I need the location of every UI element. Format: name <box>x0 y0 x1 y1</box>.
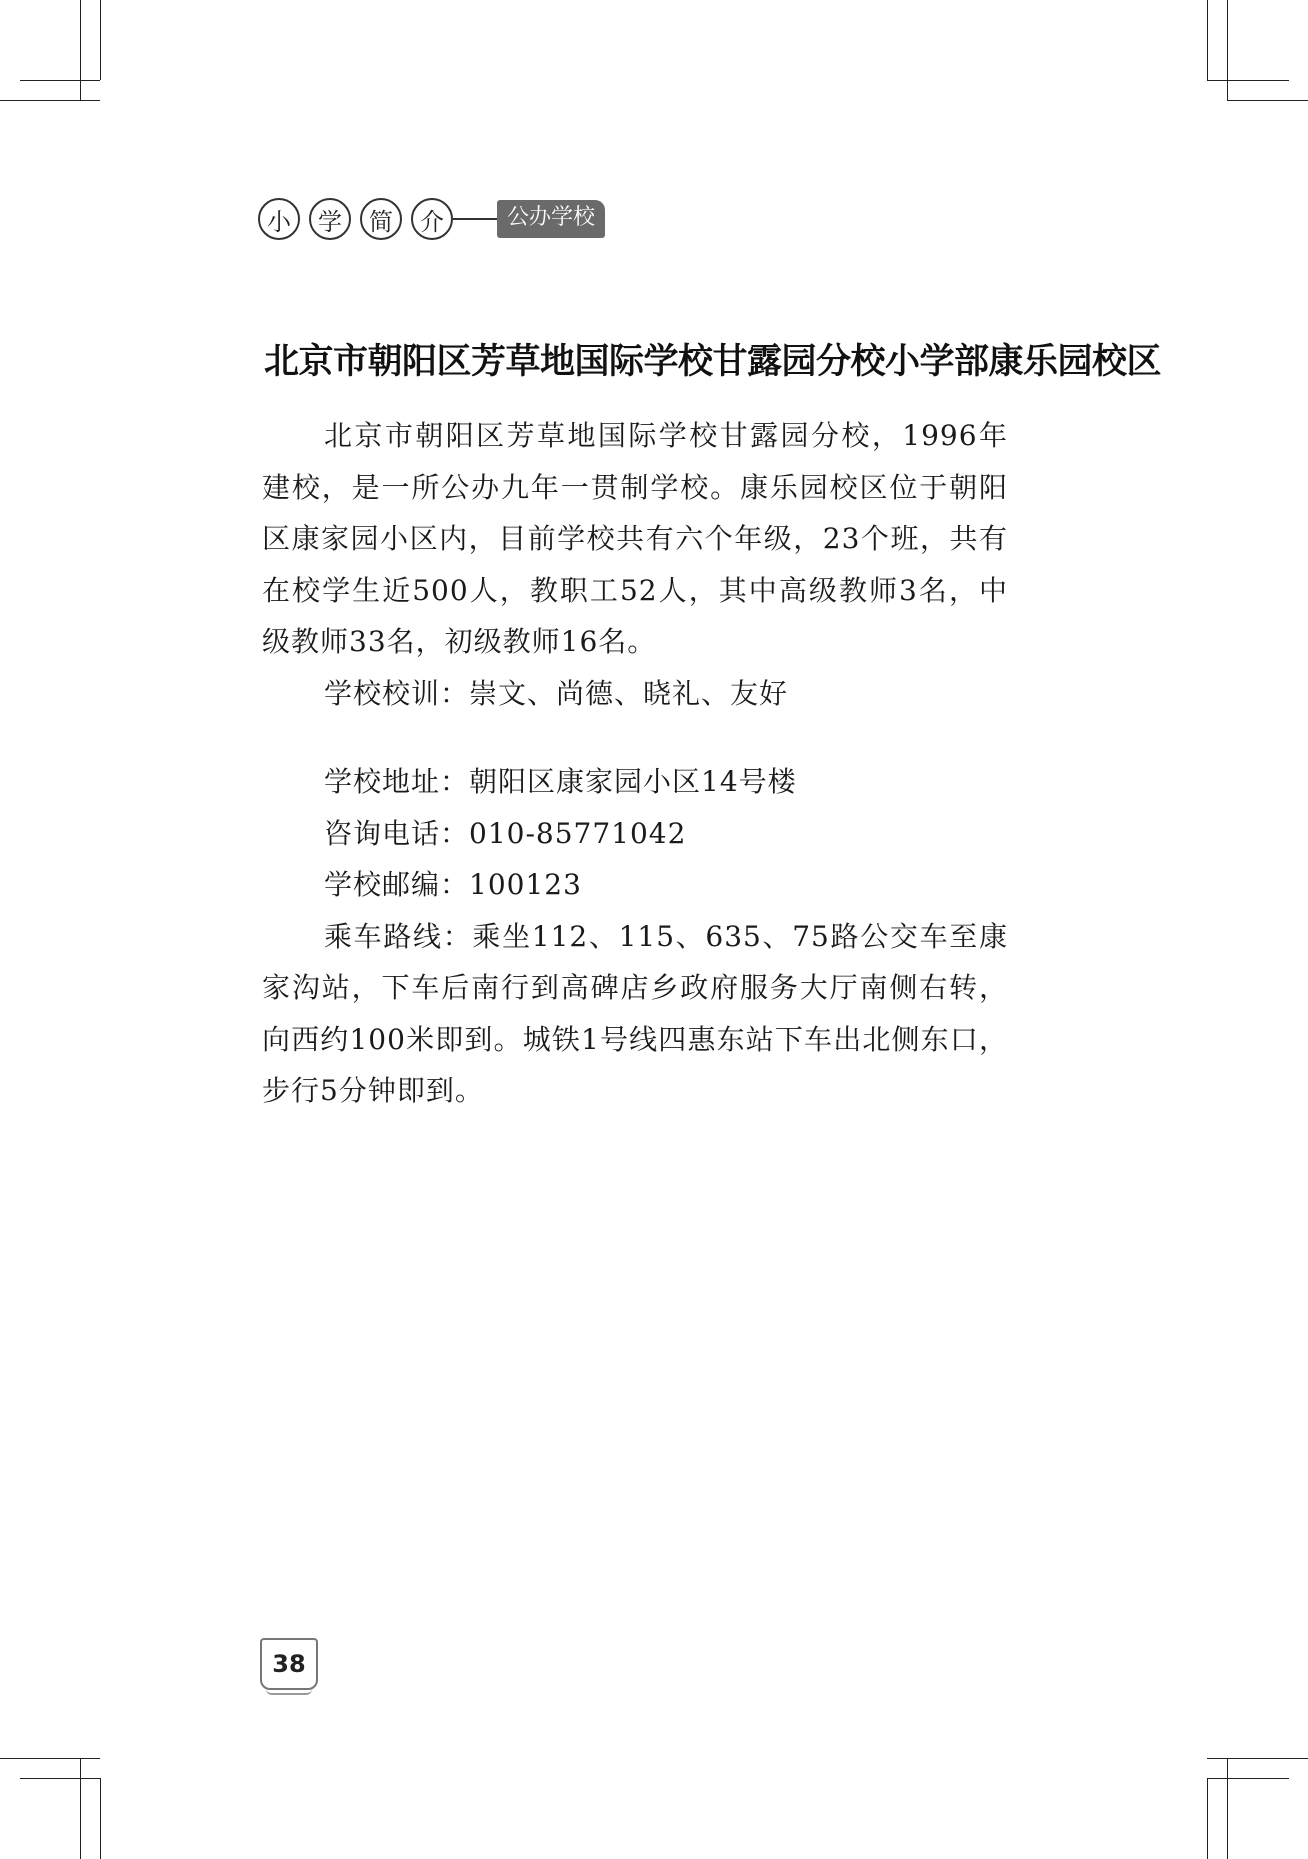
crop-mark <box>1207 80 1289 81</box>
crop-mark <box>1207 0 1208 80</box>
intro-section <box>262 410 1008 719</box>
crop-mark <box>1207 1778 1289 1779</box>
school-address: 学校地址：朝阳区康家园小区14号楼 <box>324 765 797 798</box>
intro-paragraph: 北京市朝阳区芳草地国际学校甘露园分校，1996年建校，是一所公办九年一贯制学校。康乐园校区位于朝阳区康家园小区内，目前学校共有六个年级，23个班，共有在校学生近500人，教职工52人，其中高级教师3名，中级教师33名，初级教师16名。 <box>262 419 1008 658</box>
school-motto: 学校校训：崇文、尚德、晓礼、友好 <box>324 676 789 710</box>
page-number <box>260 1638 318 1690</box>
crop-mark <box>1227 1758 1228 1859</box>
header-series-char: 简 <box>360 198 402 240</box>
crop-mark <box>80 0 81 100</box>
running-header <box>258 193 605 245</box>
crop-mark <box>0 1758 100 1759</box>
crop-mark <box>1207 1758 1308 1759</box>
header-category-tag: 公办学校 <box>497 200 605 237</box>
crop-mark <box>80 1758 81 1859</box>
header-series-char: 小 <box>258 198 300 240</box>
page-title: 北京市朝阳区芳草地国际学校甘露园分校小学部康乐园校区 <box>264 342 1162 382</box>
crop-mark <box>1227 100 1308 101</box>
header-divider <box>453 218 497 220</box>
header-series-char: 学 <box>309 198 351 240</box>
info-section <box>262 756 1008 1117</box>
crop-mark <box>0 100 100 101</box>
crop-mark <box>1207 1778 1208 1859</box>
header-series-char: 介 <box>411 198 453 240</box>
crop-mark <box>1227 0 1228 100</box>
crop-mark <box>100 0 101 80</box>
school-postcode: 学校邮编：100123 <box>324 868 582 901</box>
page-number-text: 38 <box>272 1650 306 1678</box>
crop-mark <box>100 1778 101 1859</box>
crop-mark <box>20 1778 100 1779</box>
bus-route: 乘车路线：乘坐112、115、635、75路公交车至康家沟站，下车后南行到高碑店乡政府服务大厅南侧右转，向西约100米即到。城铁1号线四惠东站下车出北侧东口，步行5分钟即到。 <box>262 919 1008 1107</box>
school-phone: 咨询电话：010-85771042 <box>324 816 687 850</box>
crop-mark <box>20 80 100 81</box>
